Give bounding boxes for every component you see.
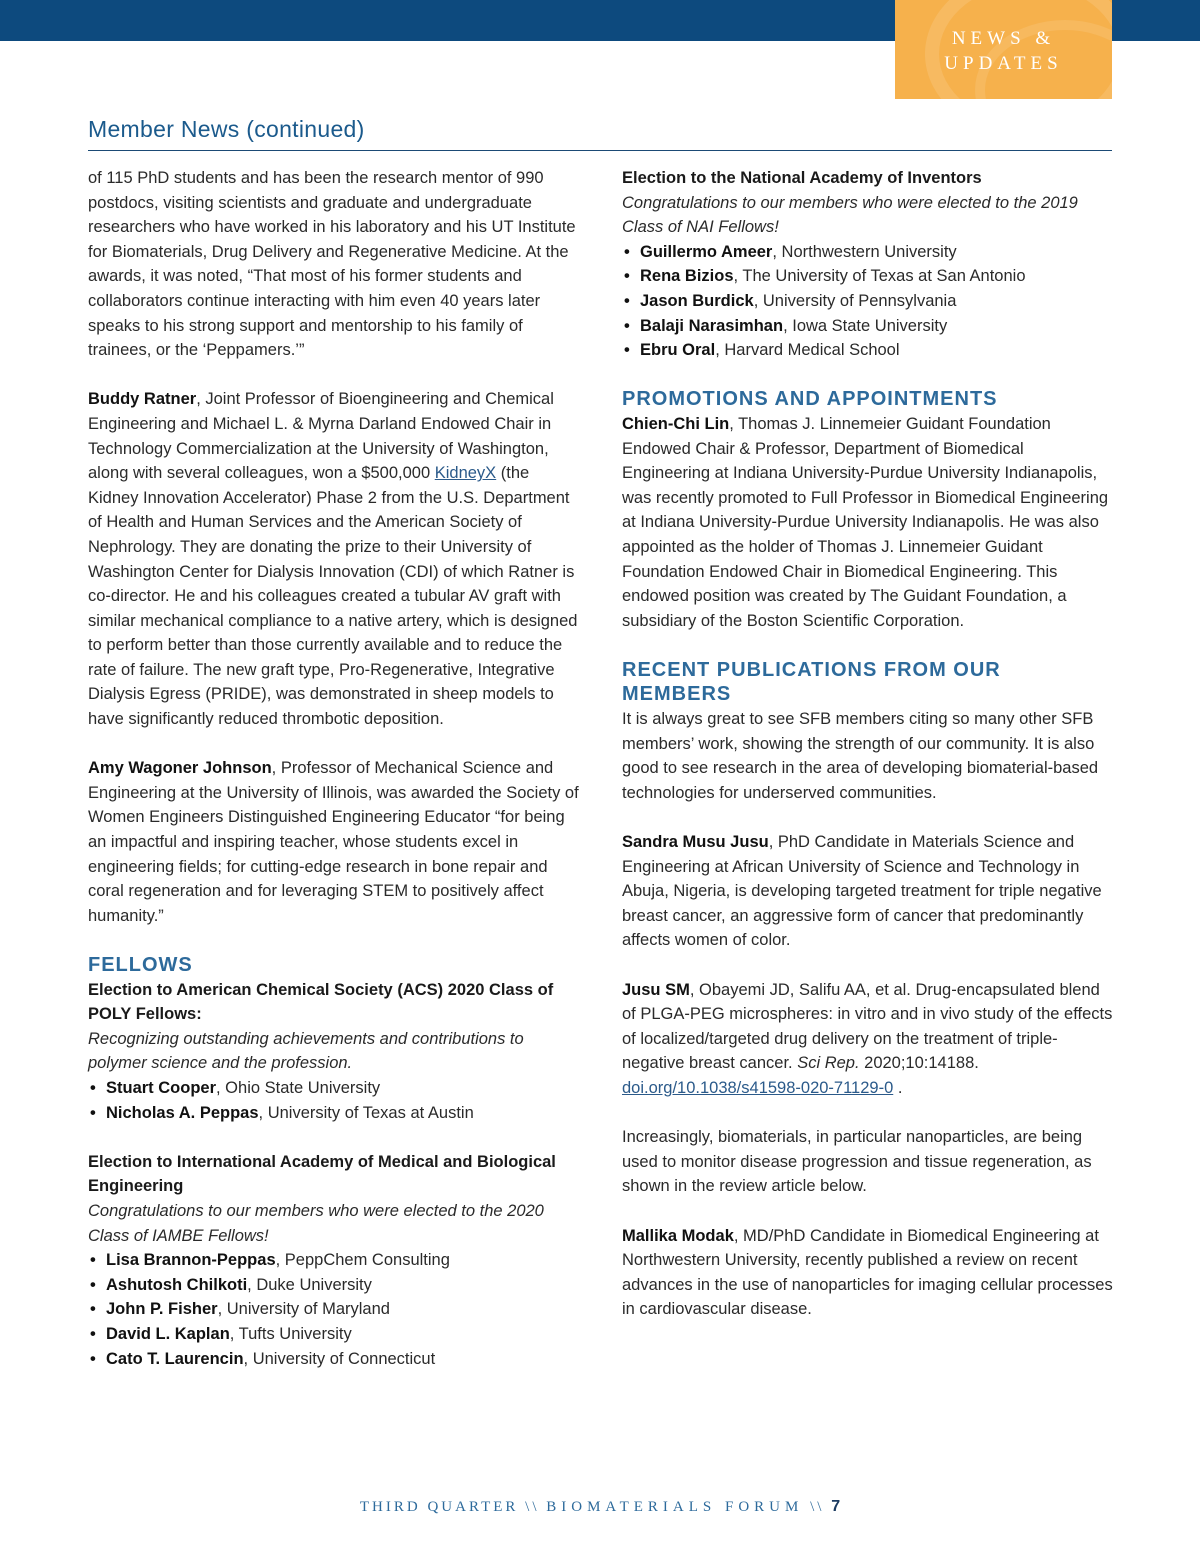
journal-name: Sci Rep.: [797, 1054, 860, 1073]
citation-author: Jusu SM: [622, 980, 690, 999]
list-item: • John P. Fisher, University of Maryland: [88, 1297, 580, 1322]
left-column: [88, 166, 580, 1371]
iambe-description: Congratulations to our members who were elected to the 2020 Class of IAMBE Fellows!: [88, 1201, 544, 1245]
ratner-paragraph: Buddy Ratner, Joint Professor of Bioengineering and Chemical Engineering and Michael L. & Myrna Darland Endowed Chair in Technology Commercialization at the University of Washington, along with several colleagues, won a $500,000 KidneyX (the Kidney Innovation Accelerator) Phase 2 from the U.S. Department of Health and Human Services and the American Society of Nephrology. They are donating the prize to their University of Washington Center for Dialysis Innovation (CDI) of which Ratner is co-director. He and his colleagues created a tubular AV graft with similar mechanical compliance to a native artery, which is designed to perform better than those currently available and to reduce the rate of failure. The new graft type, Pro-Regenerative, Integrative Dialysis Egress (PRIDE), was demonstrated in sheep models to have significantly reduced thrombotic deposition.: [88, 390, 578, 729]
title-divider: [88, 150, 1112, 151]
list-item: • Rena Bizios, The University of Texas at San Antonio: [622, 264, 1114, 289]
page-footer: [0, 1498, 1200, 1516]
acs-fellows-list: [88, 1076, 580, 1125]
list-item: • Guillermo Ameer, Northwestern University: [622, 240, 1114, 265]
doi-link[interactable]: doi.org/10.1038/s41598-020-71129-0: [622, 1078, 894, 1097]
nanoparticles-paragraph: Increasingly, biomaterials, in particular nanoparticles, are being used to monitor disease progression and tissue regeneration, as shown in the review article below.: [622, 1128, 1092, 1196]
right-column: [622, 166, 1114, 1322]
list-item: • Nicholas A. Peppas, University of Texas at Austin: [88, 1101, 580, 1126]
badge-line-1: NEWS &: [951, 28, 1056, 49]
publications-heading: RECENT PUBLICATIONS FROM OUR MEMBERS: [622, 658, 1001, 706]
page-number: 7: [831, 1498, 841, 1515]
citation: Jusu SM, Obayemi JD, Salifu AA, et al. Drug-encapsulated blend of PLGA-PEG microspheres: in vitro and in vivo study of the effects of localized/targeted drug delivery on the treatment of triple-negative breast cancer. Sci Rep. 2020;10:14188. doi.org/10.1038/s41598-020-71129-0 .: [622, 980, 1113, 1097]
kidneyx-link[interactable]: KidneyX: [434, 464, 497, 483]
news-updates-badge: [895, 0, 1112, 99]
fellows-heading: FELLOWS: [88, 954, 193, 976]
list-item: • Cato T. Laurencin, University of Connecticut: [88, 1347, 580, 1372]
iambe-election-title: Election to International Academy of Medical and Biological Engineering: [88, 1152, 556, 1196]
member-name: Mallika Modak: [622, 1226, 734, 1245]
page-title: Member News (continued): [88, 116, 365, 142]
footer-issue: THIRD QUARTER \\: [359, 1499, 547, 1515]
promotions-heading: PROMOTIONS AND APPOINTMENTS: [622, 388, 998, 411]
acs-election-title: Election to American Chemical Society (ACS) 2020 Class of POLY Fellows:: [88, 980, 554, 1024]
list-item: • Ashutosh Chilkoti, Duke University: [88, 1273, 580, 1298]
list-item: • Ebru Oral, Harvard Medical School: [622, 338, 1114, 363]
acs-description: Recognizing outstanding achievements and contributions to polymer science and the profession.: [88, 1029, 524, 1073]
list-item: • Jason Burdick, University of Pennsylvania: [622, 289, 1114, 314]
member-name: Amy Wagoner Johnson: [88, 759, 272, 778]
jusu-paragraph: Sandra Musu Jusu, PhD Candidate in Materials Science and Engineering at African University of Science and Technology in Abuja, Nigeria, is developing targeted treatment for triple negative breast cancer, an aggressive form of cancer that predominantly affects women of color.: [622, 833, 1102, 950]
nai-election-title: Election to the National Academy of Inventors: [622, 169, 982, 187]
member-name: Buddy Ratner: [88, 390, 197, 409]
iambe-fellows-list: [88, 1248, 580, 1371]
modak-paragraph: Mallika Modak, MD/PhD Candidate in Biomedical Engineering at Northwestern University, recently published a review on recent advances in the use of nanoparticles for imaging cellular processes in cardiovascular disease.: [622, 1226, 1113, 1319]
list-item: • Balaji Narasimhan, Iowa State University: [622, 314, 1114, 339]
badge-label: [895, 26, 1112, 76]
nai-fellows-list: [622, 240, 1114, 363]
list-item: • Stuart Cooper, Ohio State University: [88, 1076, 580, 1101]
footer-publication: BIOMATERIALS FORUM: [546, 1499, 804, 1515]
footer-separator: \\: [803, 1499, 832, 1515]
member-name: Sandra Musu Jusu: [622, 833, 769, 852]
list-item: • David L. Kaplan, Tufts University: [88, 1322, 580, 1347]
peppas-continued-paragraph: of 115 PhD students and has been the research mentor of 990 postdocs, visiting scientists and graduate and undergraduate researchers who have worked in his laboratory and his UT Institute for Biomaterials, Drug Delivery and Regenerative Medicine. At the awards, it was noted, “That most of his former students and collaborators continue interacting with him even 40 years later speaks to his strong support and mentorship to his family of trainees, or the ‘Peppamers.’”: [88, 169, 576, 360]
badge-line-2: UPDATES: [944, 53, 1063, 74]
list-item: • Lisa Brannon-Peppas, PeppChem Consulting: [88, 1248, 580, 1273]
publications-intro: It is always great to see SFB members citing so many other SFB members’ work, showing the strength of our community. It is also good to see research in the area of developing biomaterial-based technologies for underserved communities.: [622, 710, 1099, 802]
nai-description: Congratulations to our members who were elected to the 2019 Class of NAI Fellows!: [622, 193, 1078, 237]
member-name: Chien-Chi Lin: [622, 414, 730, 433]
johnson-paragraph: Amy Wagoner Johnson, Professor of Mechanical Science and Engineering at the University of Illinois, was awarded the Society of Women Engineers Distinguished Engineering Educator “for being an impactful and inspiring teacher, whose students excel in engineering fields; for cutting-edge research in bone repair and coral regeneration and for leveraging STEM to positively affect humanity.”: [88, 759, 579, 925]
lin-paragraph: Chien-Chi Lin, Thomas J. Linnemeier Guidant Foundation Endowed Chair & Professor, Department of Biomedical Engineering at Indiana University-Purdue University Indianapolis, was recently promoted to Full Professor in Biomedical Engineering at Indiana University-Purdue University Indianapolis. He was also appointed as the holder of Thomas J. Linnemeier Guidant Foundation Endowed Chair in Biomedical Engineering. This endowed position was created by The Guidant Foundation, a subsidiary of the Boston Scientific Corporation.: [622, 414, 1109, 630]
